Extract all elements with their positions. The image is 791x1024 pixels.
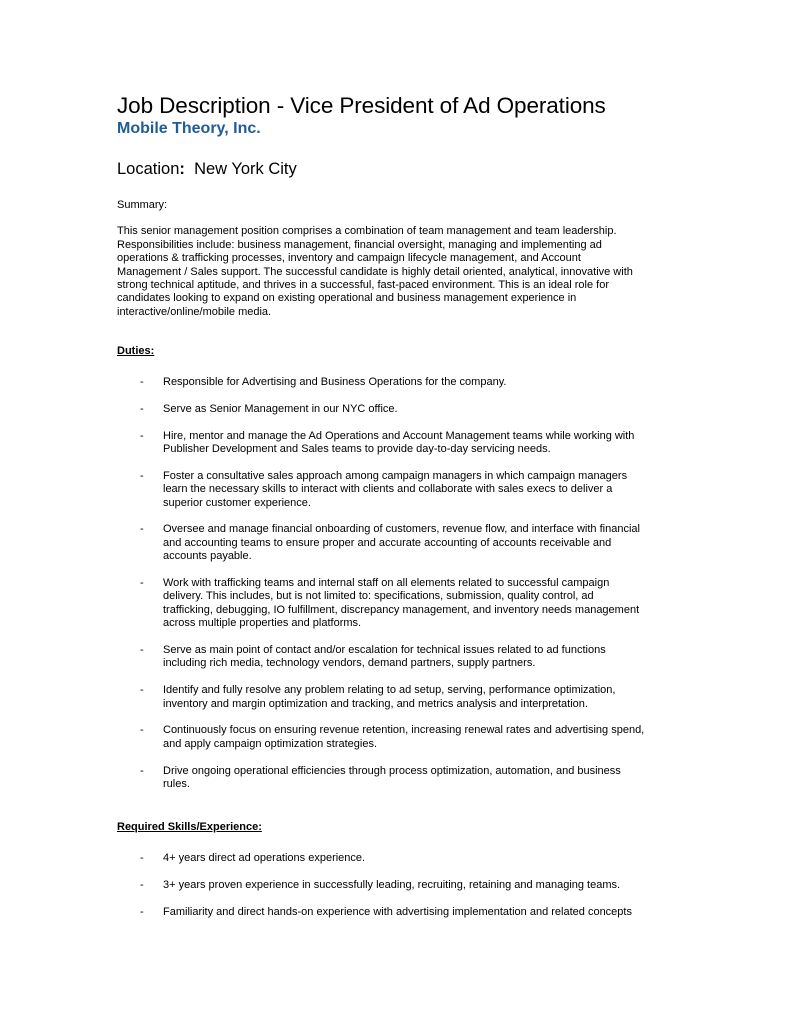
bullet-dash: - — [140, 429, 144, 442]
location-value: New York City — [194, 160, 297, 178]
duties-item-text: Hire, mentor and manage the Ad Operations and Account Management teams while working with — [163, 429, 635, 442]
duties-item — [117, 376, 697, 389]
summary-line: strong technical aptitude, and thrives in a successful, fast-paced environment. This is an ideal role for — [117, 279, 610, 292]
duties-item-text: including rich media, technology vendors, demand partners, supply partners. — [163, 657, 536, 670]
bullet-dash: - — [140, 905, 144, 918]
document-title: Job Description - Vice President of Ad Operations — [117, 93, 606, 118]
duties-item-text: delivery. This includes, but is not limited to: specifications, submission, quality control, ad — [163, 590, 594, 603]
skills-item — [117, 852, 697, 865]
duties-heading: Duties: — [117, 345, 155, 357]
bullet-dash: - — [140, 402, 144, 415]
bullet-dash: - — [140, 577, 144, 590]
duties-item-text: rules. — [163, 778, 190, 791]
skills-item — [117, 906, 697, 919]
duties-item — [117, 765, 697, 792]
skills-list — [117, 852, 697, 932]
duties-item-text: superior customer experience. — [163, 496, 311, 509]
bullet-dash: - — [140, 878, 144, 891]
duties-item-text: Drive ongoing operational efficiencies through process optimization, automation, and business — [163, 764, 621, 777]
duties-item-text: Serve as Senior Management in our NYC office. — [163, 402, 398, 415]
skills-item — [117, 879, 697, 892]
duties-item-text: inventory and margin optimization and tracking, and metrics analysis and interpretation. — [163, 697, 588, 710]
bullet-dash: - — [140, 852, 144, 864]
summary-line: operations & trafficking processes, inventory and campaign lifecycle management, and Account — [117, 252, 581, 265]
bullet-dash: - — [140, 724, 144, 737]
duties-item-text: Work with trafficking teams and internal staff on all elements related to successful campaign — [163, 577, 610, 590]
duties-item-text: trafficking, debugging, IO fulfillment, discrepancy management, and inventory needs management — [163, 603, 640, 616]
summary-line: Responsibilities include: business management, financial oversight, managing and implementing ad — [117, 238, 602, 251]
bullet-dash: - — [140, 376, 144, 388]
summary-line: This senior management position comprises a combination of team management and team leadership. — [117, 225, 617, 238]
location-label: Location — [117, 160, 180, 178]
duties-item-text: accounts payable. — [163, 550, 252, 563]
duties-item-text: Serve as main point of contact and/or escalation for technical issues related to ad functions — [163, 644, 606, 657]
location-line — [117, 159, 677, 179]
summary-label: Summary: — [117, 199, 168, 211]
duties-item-text: Identify and fully resolve any problem relating to ad setup, serving, performance optimization, — [163, 684, 616, 697]
duties-item — [117, 523, 697, 563]
duties-item-text: Publisher Development and Sales teams to provide day-to-day servicing needs. — [163, 443, 551, 455]
duties-list — [117, 376, 697, 805]
skills-item-text: Familiarity and direct hands-on experience with advertising implementation and related concepts — [163, 905, 632, 918]
bullet-dash: - — [140, 469, 144, 482]
duties-item-text: Responsible for Advertising and Business Operations for the company. — [163, 376, 507, 388]
document-page — [117, 92, 677, 918]
duties-item — [117, 470, 697, 510]
duties-item-text: across multiple properties and platforms. — [163, 617, 362, 630]
duties-item — [117, 403, 697, 416]
summary-line: candidates looking to expand on existing operational and business management experience in — [117, 292, 577, 305]
company-name: Mobile Theory, Inc. — [117, 120, 261, 137]
duties-item — [117, 577, 697, 631]
bullet-dash: - — [140, 644, 144, 657]
duties-item-text: Continuously focus on ensuring revenue retention, increasing renewal rates and advertising spend, — [163, 724, 645, 737]
duties-item-text: Oversee and manage financial onboarding of customers, revenue flow, and interface with financial — [163, 523, 640, 536]
summary-paragraph — [117, 225, 677, 319]
bullet-dash: - — [140, 764, 144, 777]
duties-item-text: and apply campaign optimization strategies. — [163, 737, 378, 750]
skills-heading: Required Skills/Experience: — [117, 821, 262, 833]
bullet-dash: - — [140, 684, 144, 697]
skills-item-text: 4+ years direct ad operations experience. — [163, 852, 366, 864]
bullet-dash: - — [140, 523, 144, 536]
duties-item — [117, 644, 697, 671]
summary-line: Management / Sales support. The successful candidate is highly detail oriented, analytical, innovative with — [117, 265, 633, 278]
duties-item-text: learn the necessary skills to interact with clients and collaborate with sales execs to deliver a — [163, 483, 613, 496]
duties-item — [117, 684, 697, 711]
duties-item — [117, 430, 697, 457]
location-colon: : — [179, 160, 185, 178]
skills-item-text: 3+ years proven experience in successfully leading, recruiting, retaining and managing teams. — [163, 878, 621, 891]
summary-line: interactive/online/mobile media. — [117, 305, 272, 318]
duties-item — [117, 724, 697, 751]
duties-item-text: Foster a consultative sales approach among campaign managers in which campaign managers — [163, 469, 628, 482]
duties-item-text: and accounting teams to ensure proper and accurate accounting of accounts receivable and — [163, 536, 612, 549]
